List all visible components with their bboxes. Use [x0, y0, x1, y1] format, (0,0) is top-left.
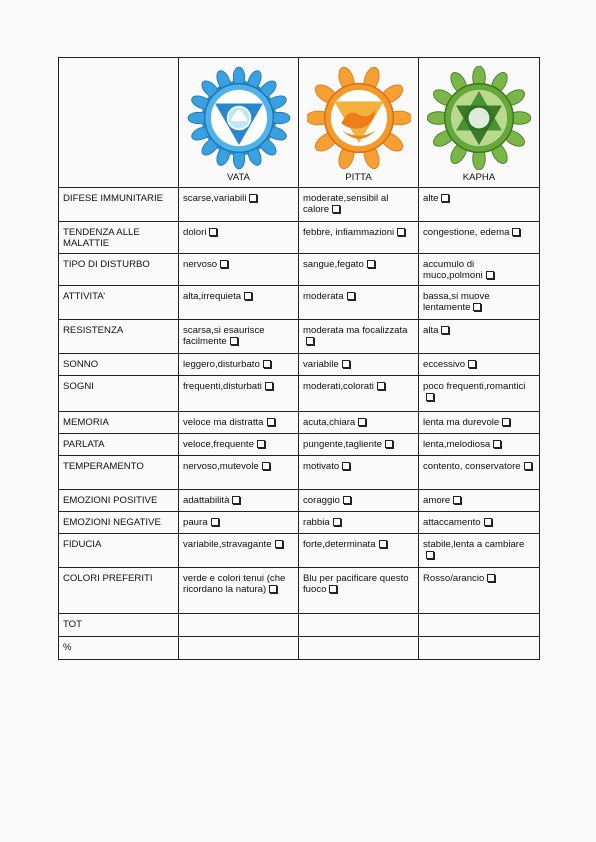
cell-pitta	[299, 187, 419, 221]
cell-text: coraggio	[303, 494, 340, 506]
checkbox-icon[interactable]	[342, 360, 350, 368]
table-row	[59, 187, 540, 221]
cell-text: bassa,si muove lentamente	[423, 290, 490, 313]
solar-plexus-chakra-icon	[307, 66, 411, 170]
cell-pitta	[299, 221, 419, 253]
cell-text: scarse,variabili	[183, 192, 247, 204]
cell-kapha	[419, 285, 540, 319]
checkbox-icon[interactable]	[468, 360, 476, 368]
cell-pitta	[299, 511, 419, 533]
cell-text: veloce ma distratta	[183, 416, 264, 428]
checkbox-icon[interactable]	[486, 271, 494, 279]
checkbox-icon[interactable]	[441, 326, 449, 334]
header-kapha	[419, 58, 540, 188]
row-label: DIFESE IMMUNITARIE	[59, 187, 179, 221]
total-cell-kapha[interactable]	[419, 636, 540, 659]
cell-vata	[179, 567, 299, 613]
cell-text: frequenti,disturbati	[183, 380, 262, 392]
cell-text: Rosso/arancio	[423, 572, 485, 584]
checkbox-icon[interactable]	[524, 462, 532, 470]
cell-pitta	[299, 489, 419, 511]
table-row	[59, 511, 540, 533]
cell-kapha	[419, 375, 540, 411]
header-pitta	[299, 58, 419, 188]
cell-text: acuta,chiara	[303, 416, 356, 428]
checkbox-icon[interactable]	[367, 260, 375, 268]
checkbox-icon[interactable]	[329, 585, 337, 593]
row-label: SONNO	[59, 353, 179, 375]
cell-vata	[179, 533, 299, 567]
checkbox-icon[interactable]	[441, 194, 449, 202]
checkbox-icon[interactable]	[377, 382, 385, 390]
row-label: TIPO DI DISTURBO	[59, 253, 179, 285]
cell-text: alta,irrequieta	[183, 290, 242, 302]
row-label: TENDENZA ALLE MALATTIE	[59, 221, 179, 253]
row-label: ATTIVITA’	[59, 285, 179, 319]
cell-kapha	[419, 411, 540, 433]
checkbox-icon[interactable]	[512, 228, 520, 236]
cell-text: lenta ma durevole	[423, 416, 500, 428]
table-row	[59, 411, 540, 433]
cell-text: leggero,disturbato	[183, 358, 260, 370]
heart-chakra-icon	[427, 66, 531, 170]
cell-vata	[179, 433, 299, 455]
total-cell-pitta[interactable]	[299, 613, 419, 636]
cell-pitta	[299, 353, 419, 375]
row-label: EMOZIONI POSITIVE	[59, 489, 179, 511]
checkbox-icon[interactable]	[426, 551, 434, 559]
header-label-vata: VATA	[227, 172, 250, 183]
checkbox-icon[interactable]	[343, 496, 351, 504]
checkbox-icon[interactable]	[484, 518, 492, 526]
checkbox-icon[interactable]	[267, 418, 275, 426]
cell-text: scarsa,si esaurisce facilmente	[183, 324, 265, 347]
cell-text: nervoso,mutevole	[183, 460, 259, 472]
cell-text: moderati,colorati	[303, 380, 374, 392]
cell-text: moderata	[303, 290, 344, 302]
checkbox-icon[interactable]	[493, 440, 501, 448]
total-row	[59, 636, 540, 659]
checkbox-icon[interactable]	[342, 462, 350, 470]
cell-vata	[179, 411, 299, 433]
cell-text: Blu per pacificare questo fuoco	[303, 572, 409, 595]
cell-text: variabile,stravagante	[183, 538, 272, 550]
cell-text: febbre, infiammazioni	[303, 226, 395, 238]
checkbox-icon[interactable]	[358, 418, 366, 426]
checkbox-icon[interactable]	[397, 228, 405, 236]
cell-text: contento, conservatore	[423, 460, 521, 472]
cell-text: verde e colori tenui (che ricordano la natura)	[183, 572, 286, 595]
checkbox-icon[interactable]	[275, 540, 283, 548]
header-vata	[179, 58, 299, 188]
checkbox-icon[interactable]	[263, 360, 271, 368]
total-row	[59, 613, 540, 636]
cell-vata	[179, 455, 299, 489]
table-row	[59, 221, 540, 253]
cell-vata	[179, 489, 299, 511]
cell-pitta	[299, 455, 419, 489]
cell-pitta	[299, 319, 419, 353]
cell-vata	[179, 187, 299, 221]
cell-text: moderate,sensibil al calore	[303, 192, 389, 215]
cell-kapha	[419, 187, 540, 221]
checkbox-icon[interactable]	[333, 518, 341, 526]
table-row	[59, 489, 540, 511]
row-label: TOT	[59, 613, 179, 636]
table-row	[59, 319, 540, 353]
checkbox-icon[interactable]	[265, 382, 273, 390]
checkbox-icon[interactable]	[230, 337, 238, 345]
checkbox-icon[interactable]	[487, 574, 495, 582]
table-row	[59, 533, 540, 567]
cell-text: congestione, edema	[423, 226, 510, 238]
row-label: EMOZIONI NEGATIVE	[59, 511, 179, 533]
cell-pitta	[299, 411, 419, 433]
row-label: TEMPERAMENTO	[59, 455, 179, 489]
row-label: PARLATA	[59, 433, 179, 455]
cell-vata	[179, 511, 299, 533]
checkbox-icon[interactable]	[347, 292, 355, 300]
cell-kapha	[419, 567, 540, 613]
checkbox-icon[interactable]	[473, 303, 481, 311]
cell-text: dolori	[183, 226, 207, 238]
cell-kapha	[419, 455, 540, 489]
checkbox-icon[interactable]	[426, 393, 434, 401]
cell-text: variabile	[303, 358, 339, 370]
cell-text: paura	[183, 516, 208, 528]
cell-text: lenta,melodiosa	[423, 438, 491, 450]
total-cell-vata[interactable]	[179, 613, 299, 636]
cell-kapha	[419, 253, 540, 285]
row-label: COLORI PREFERITI	[59, 567, 179, 613]
table-row	[59, 353, 540, 375]
table-row	[59, 285, 540, 319]
throat-chakra-icon	[187, 66, 291, 170]
cell-pitta	[299, 285, 419, 319]
table-row	[59, 567, 540, 613]
checkbox-icon[interactable]	[379, 540, 387, 548]
checkbox-icon[interactable]	[262, 462, 270, 470]
cell-kapha	[419, 433, 540, 455]
checkbox-icon[interactable]	[249, 194, 257, 202]
cell-pitta	[299, 533, 419, 567]
cell-vata	[179, 221, 299, 253]
cell-text: eccessivo	[423, 358, 466, 370]
cell-text: rabbia	[303, 516, 330, 528]
total-cell-kapha[interactable]	[419, 613, 540, 636]
table-row	[59, 253, 540, 285]
dosha-table	[58, 57, 540, 660]
row-label: FIDUCIA	[59, 533, 179, 567]
checkbox-icon[interactable]	[211, 518, 219, 526]
checkbox-icon[interactable]	[269, 585, 277, 593]
cell-text: stabile,lenta a cambiare	[423, 538, 525, 550]
cell-text: adattabilità	[183, 494, 230, 506]
row-label: MEMORIA	[59, 411, 179, 433]
header-label-pitta: PITTA	[345, 172, 372, 183]
cell-vata	[179, 253, 299, 285]
cell-text: alte	[423, 192, 439, 204]
cell-kapha	[419, 533, 540, 567]
cell-text: pungente,tagliente	[303, 438, 382, 450]
cell-text: poco frequenti,romantici	[423, 380, 526, 392]
cell-text: nervoso	[183, 258, 218, 270]
checkbox-icon[interactable]	[209, 228, 217, 236]
cell-text: attaccamento	[423, 516, 481, 528]
cell-text: veloce,frequente	[183, 438, 254, 450]
row-label: SOGNI	[59, 375, 179, 411]
checkbox-icon[interactable]	[332, 205, 340, 213]
row-label: %	[59, 636, 179, 659]
cell-text: moderata ma focalizzata	[303, 324, 408, 336]
cell-kapha	[419, 511, 540, 533]
header-label-kapha: KAPHA	[462, 172, 496, 183]
header-row	[59, 58, 540, 188]
row-label: RESISTENZA	[59, 319, 179, 353]
table-row	[59, 433, 540, 455]
cell-text: amore	[423, 494, 451, 506]
checkbox-icon[interactable]	[220, 260, 228, 268]
total-cell-vata[interactable]	[179, 636, 299, 659]
cell-pitta	[299, 433, 419, 455]
total-cell-pitta[interactable]	[299, 636, 419, 659]
corner-cell	[59, 58, 179, 188]
table-row	[59, 455, 540, 489]
cell-text: accumulo di muco,polmoni	[423, 258, 483, 281]
cell-kapha	[419, 319, 540, 353]
checkbox-icon[interactable]	[306, 337, 314, 345]
cell-text: sangue,fegato	[303, 258, 364, 270]
cell-pitta	[299, 253, 419, 285]
cell-pitta	[299, 567, 419, 613]
checkbox-icon[interactable]	[232, 496, 240, 504]
cell-text: alta	[423, 324, 439, 336]
checkbox-icon[interactable]	[257, 440, 265, 448]
cell-kapha	[419, 221, 540, 253]
cell-vata	[179, 285, 299, 319]
cell-kapha	[419, 489, 540, 511]
checkbox-icon[interactable]	[453, 496, 461, 504]
cell-vata	[179, 319, 299, 353]
cell-kapha	[419, 353, 540, 375]
table-row	[59, 375, 540, 411]
cell-vata	[179, 375, 299, 411]
cell-pitta	[299, 375, 419, 411]
checkbox-icon[interactable]	[244, 292, 252, 300]
cell-vata	[179, 353, 299, 375]
cell-text: motivato	[303, 460, 340, 472]
checkbox-icon[interactable]	[502, 418, 510, 426]
cell-text: forte,determinata	[303, 538, 376, 550]
checkbox-icon[interactable]	[385, 440, 393, 448]
